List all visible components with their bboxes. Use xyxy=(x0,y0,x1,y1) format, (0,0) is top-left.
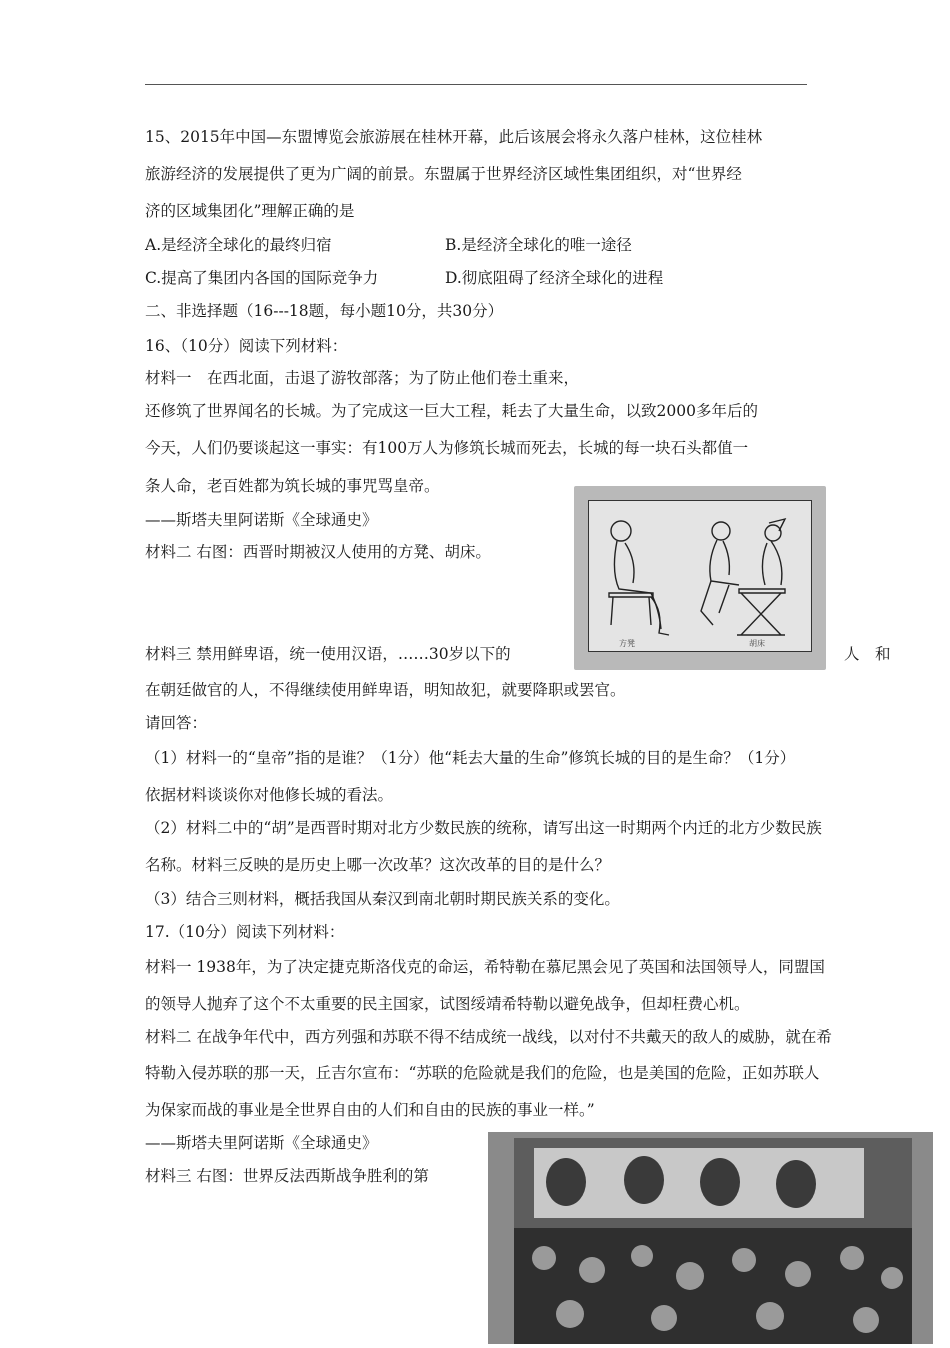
q15-option-d: D.彻底阻碍了经济全球化的进程 xyxy=(445,269,664,287)
q17-material1-line2: 的领导人抛弃了这个不太重要的民主国家，试图绥靖希特勒以避免战争，但却枉费心机。 xyxy=(145,995,750,1013)
q17-material2-source: ——斯塔夫里阿诺斯《全球通史》 xyxy=(145,1134,378,1152)
q16-ask: 请回答： xyxy=(145,714,208,732)
q17-heading: 17.（10分）阅读下列材料： xyxy=(145,923,345,941)
q16-material1-line2: 还修筑了世界闻名的长城。为了完成这一巨大工程，耗去了大量生命，以致2000多年后的 xyxy=(145,402,758,420)
q17-material2-line3: 为保家而战的事业是全世界自由的人们和自由的民族的事业一样。” xyxy=(145,1101,595,1119)
q17-material2-line1: 材料二 在战争年代中，西方列强和苏联不得不结成统一战线，以对付不共戴天的敌人的威胁，就在希 xyxy=(145,1028,832,1046)
q16-material3-line2: 在朝廷做官的人，不得继续使用鲜卑语，明知故犯，就要降职或罢官。 xyxy=(145,681,626,699)
q16-material1-line3: 今天，人们仍要谈起这一事实：有100万人为修筑长城而死去，长城的每一块石头都值一 xyxy=(145,439,749,457)
q16-part1-line1: （1）材料一的“皇帝”指的是谁？（1分）他“耗去大量的生命”修筑长城的目的是生命？（1分） xyxy=(145,749,796,767)
figure-label-stool: 方凳 xyxy=(619,639,635,648)
figure-stool-hu-bed xyxy=(574,486,826,670)
q16-part1-line2: 依据材料谈谈你对他修长城的看法。 xyxy=(145,786,394,804)
seated-figures-drawing xyxy=(589,501,811,651)
q16-material3-line1: 材料三 禁用鲜卑语，统一使用汉语，……30岁以下的 xyxy=(145,645,511,663)
q17-material1-line1: 材料一 1938年，为了决定捷克斯洛伐克的命运，希特勒在慕尼黑会见了英国和法国领导人，同盟国 xyxy=(145,958,825,976)
q15-option-b: B.是经济全球化的唯一途径 xyxy=(445,236,632,254)
q16-material3-tail-1: 人 xyxy=(844,645,860,663)
q15-line2: 旅游经济的发展提供了更为广阔的前景。东盟属于世界经济区域性集团组织，对“世界经 xyxy=(145,165,742,183)
q17-material2-line2: 特勒入侵苏联的那一天，丘吉尔宣布：“苏联的危险就是我们的危险，也是美国的危险，正如苏联人 xyxy=(145,1064,820,1082)
q16-part2-line2: 名称。材料三反映的是历史上哪一次改革？这次改革的目的是什么？ xyxy=(145,856,611,874)
q16-material1-source: ——斯塔夫里阿诺斯《全球通史》 xyxy=(145,511,378,529)
q16-heading: 16、（10分）阅读下列材料： xyxy=(145,337,348,355)
q16-material1-line1: 材料一 在西北面，击退了游牧部落；为了防止他们卷土重来， xyxy=(145,369,580,387)
q15-line1: 15、2015年中国—东盟博览会旅游展在桂林开幕，此后该展会将永久落户桂林，这位桂林 xyxy=(145,128,763,146)
q16-part3: （3）结合三则材料，概括我国从秦汉到南北朝时期民族关系的变化。 xyxy=(145,890,620,908)
q15-option-a: A.是经济全球化的最终归宿 xyxy=(145,236,332,254)
q15-line3: 济的区域集团化”理解正确的是 xyxy=(145,202,355,220)
q17-material3: 材料三 右图：世界反法西斯战争胜利的第 xyxy=(145,1167,429,1185)
header-rule xyxy=(145,84,807,85)
crowd-with-portraits-banner xyxy=(514,1138,912,1344)
figure-victory-photo xyxy=(488,1132,933,1344)
q16-material1-line4: 条人命，老百姓都为筑长城的事咒骂皇帝。 xyxy=(145,477,440,495)
q15-option-c: C.提高了集团内各国的国际竞争力 xyxy=(145,269,379,287)
section-2-heading: 二、非选择题（16---18题，每小题10分，共30分） xyxy=(145,302,504,320)
figure-line-drawing xyxy=(588,500,812,652)
figure-label-hu-bed: 胡床 xyxy=(749,639,765,648)
q16-material2: 材料二 右图：西晋时期被汉人使用的方凳、胡床。 xyxy=(145,543,491,561)
q16-material3-tail-2: 和 xyxy=(875,645,891,663)
photo-area xyxy=(514,1138,912,1344)
q16-part2-line1: （2）材料二中的“胡”是西晋时期对北方少数民族的统称，请写出这一时期两个内迁的北方少数民族 xyxy=(145,819,822,837)
